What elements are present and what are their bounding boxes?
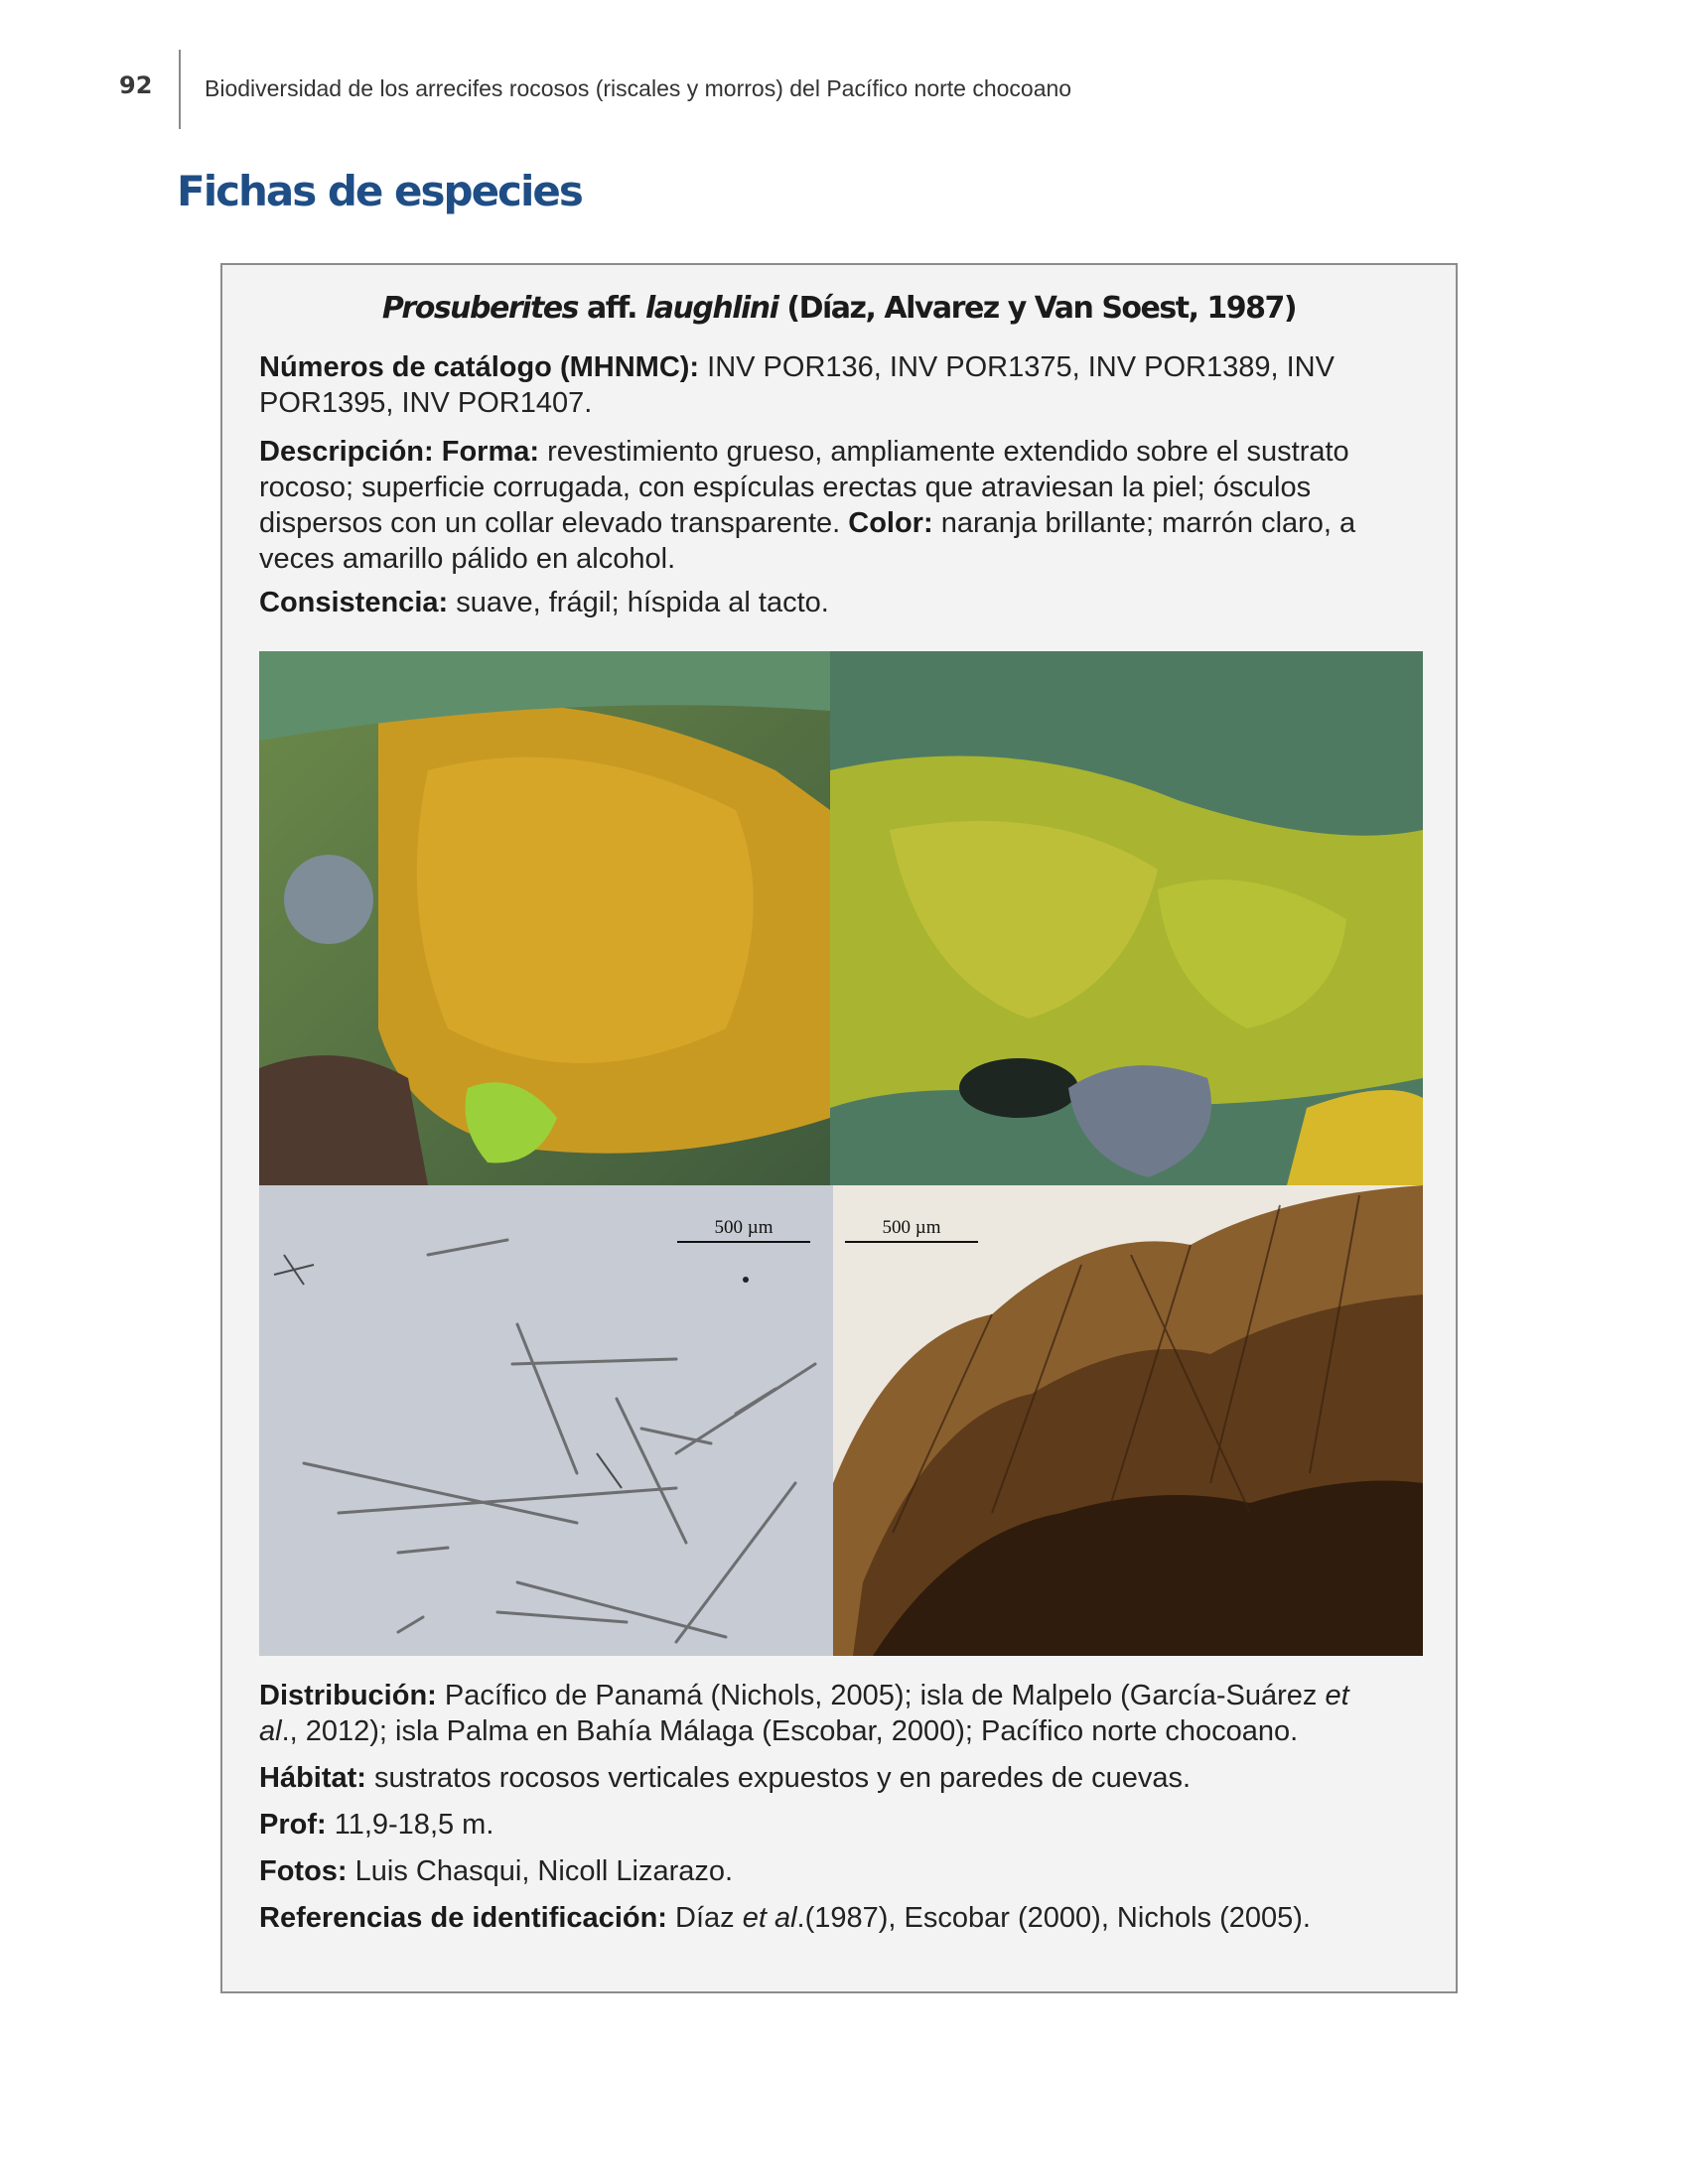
underwater-photo-right (830, 651, 1423, 1185)
color-label: Color: (848, 507, 933, 539)
species-card (220, 263, 1458, 1993)
habitat-value: sustratos rocosos verticales expuestos y en paredes de cuevas. (374, 1762, 1192, 1794)
distribution-etal: et al (259, 1680, 1349, 1747)
forma-label: Forma: (441, 436, 540, 468)
catalog-value: INV POR136, INV POR1375, INV POR1389, INV POR1395, INV POR1407. (259, 351, 1335, 419)
depth-entry (259, 1807, 1371, 1843)
consistency-label: Consistencia: (259, 587, 449, 618)
habitat-entry (259, 1760, 1371, 1796)
distribution-text-1: Pacífico de Panamá (Nichols, 2005); isla de Malpelo (García-Suárez (444, 1680, 1326, 1711)
references-entry (259, 1900, 1371, 1936)
photos-credit-entry (259, 1853, 1371, 1889)
scale-bar-right-label: 500 µm (882, 1217, 941, 1238)
underwater-photo-left (259, 651, 830, 1185)
photos-credit-label: Fotos: (259, 1855, 348, 1887)
photos-credit-value: Luis Chasqui, Nicoll Lizarazo. (354, 1855, 734, 1887)
species-epithet: laughlini (645, 291, 778, 326)
distribution-text-2: ., 2012); isla Palma en Bahía Málaga (Escobar, 2000); Pacífico norte chocoano. (281, 1715, 1299, 1747)
catalog-entry (259, 349, 1371, 421)
depth-value: 11,9-18,5 m. (334, 1809, 494, 1841)
references-text-1: Díaz (675, 1902, 743, 1934)
references-label: Referencias de identificación: (259, 1902, 667, 1934)
scale-bar-left-line (677, 1241, 810, 1243)
distribution-label: Distribución: (259, 1680, 437, 1711)
references-etal: et al (742, 1902, 797, 1934)
spicules-micrograph (259, 1185, 833, 1656)
page-number: 92 (119, 71, 153, 99)
consistency-entry (259, 585, 1371, 620)
scale-bar-right (845, 1217, 978, 1243)
scale-bar-right-line (845, 1241, 978, 1243)
scale-bar-left (677, 1217, 810, 1243)
species-genus: Prosuberites (381, 291, 578, 326)
section-title: Fichas de especies (177, 167, 582, 215)
habitat-label: Hábitat: (259, 1762, 366, 1794)
photo-plate (259, 651, 1423, 1656)
distribution-entry (259, 1678, 1371, 1749)
consistency-value: suave, frágil; híspida al tacto. (456, 587, 829, 618)
catalog-label: Números de catálogo (MHNMC): (259, 351, 700, 383)
species-heading (222, 291, 1456, 326)
description-label: Descripción: (259, 436, 434, 468)
section-micrograph (833, 1185, 1423, 1656)
scale-bar-left-label: 500 µm (714, 1217, 774, 1238)
header-divider (179, 50, 181, 129)
running-title: Biodiversidad de los arrecifes rocosos (riscales y morros) del Pacífico norte chocoano (205, 75, 1072, 101)
depth-label: Prof: (259, 1809, 327, 1841)
species-aff: aff. (586, 291, 637, 326)
description-entry (259, 434, 1371, 577)
species-authority: (Díaz, Alvarez y Van Soest, 1987) (786, 291, 1297, 326)
references-text-2: .(1987), Escobar (2000), Nichols (2005). (796, 1902, 1311, 1934)
color-value: naranja brillante; marrón claro, a veces amarillo pálido en alcohol. (259, 507, 1356, 575)
forma-value: revestimiento grueso, ampliamente extendido sobre el sustrato rocoso; superficie corrugada, con espículas erectas que atraviesan la piel; ósculos dispersos con un collar elevado transparente. (259, 436, 1349, 539)
